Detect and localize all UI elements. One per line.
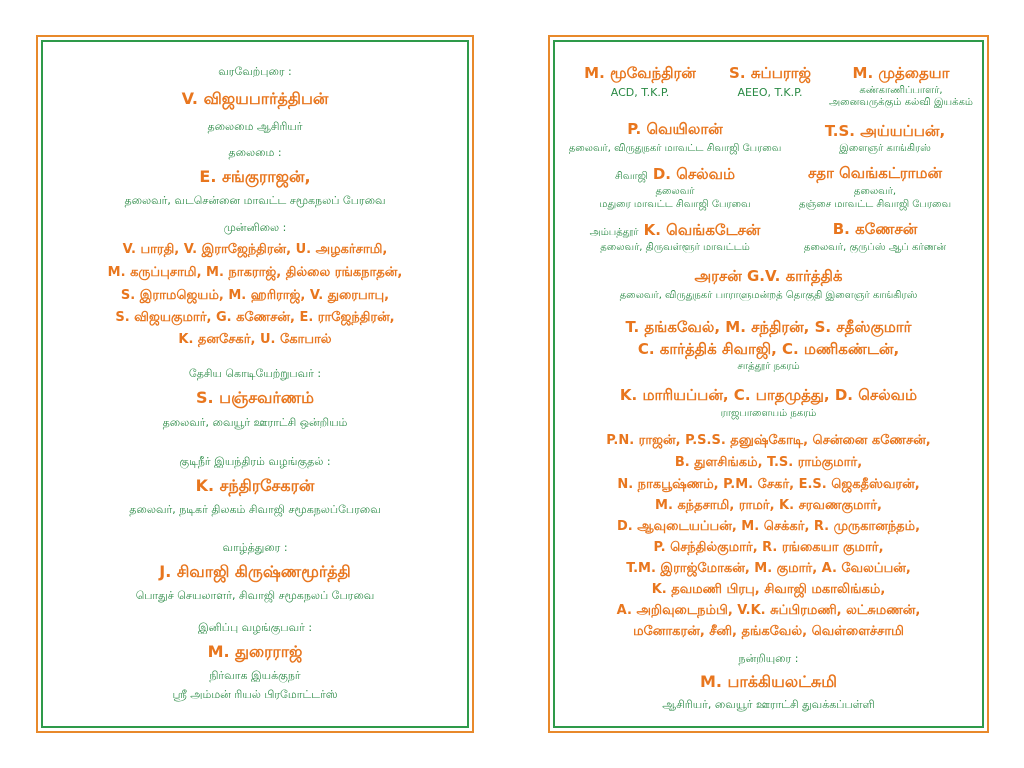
welcome-name: V. விஜயபார்த்திபன் [181, 89, 329, 108]
right-content [550, 37, 987, 731]
r7-name: K. மாரியப்பன், C. பாதமுத்து, D. செல்வம் [619, 386, 918, 404]
left-content [38, 37, 472, 731]
list-line: மனோகரன், சீனி, தங்கவேல், வெள்ளைச்சாமி [633, 624, 904, 639]
greet-label: வாழ்த்துரை : [222, 541, 288, 554]
r3-role-2b: தஞ்சை மாவட்ட சிவாஜி பேரவை [798, 199, 952, 210]
r3-name-1: D. செல்வம் [652, 165, 736, 183]
r2-role-1: தலைவர், விருதுநகர் மாவட்ட சிவாஜி பேரவை [568, 143, 782, 154]
r4-prefix: அம்பத்தூர் [589, 227, 639, 238]
r4-name-2: B. கணேசன் [832, 220, 918, 238]
left-panel [36, 35, 474, 733]
list-line: A. அறிவுடைநம்பி, V.K. சுப்பிரமணி, லட்சுமணன், [616, 603, 921, 618]
right-panel [548, 35, 989, 733]
r4-name-1: K. வெங்கடேசன் [643, 221, 761, 239]
r2-name-2: T.S. அய்யப்பன், [824, 122, 946, 140]
chair-name: E. சங்குராஜன், [199, 167, 311, 186]
thanks-role: ஆசிரியர், வையூர் ஊராட்சி துவக்கப்பள்ளி [662, 698, 875, 711]
r3-role-2a: தலைவர், [853, 186, 897, 197]
r3-prefix: சிவாஜி [614, 171, 648, 182]
list-line: B. துளசிங்கம், T.S. ராம்குமார், [674, 455, 863, 470]
r6-line-1: T. தங்கவேல், M. சந்திரன், S. சதீஸ்குமார் [625, 318, 912, 336]
list-line: P. செந்தில்குமார், R. ரங்கையா குமார், [653, 540, 884, 555]
r2-role-2: இளைஞர் காங்கிரஸ் [839, 143, 931, 154]
r1-name-1: M. மூவேந்திரன் [584, 64, 696, 82]
flag-label: தேசிய கொடியேற்றுபவர் : [188, 367, 322, 380]
water-role: தலைவர், நடிகர் திலகம் சிவாஜி சமூகநலப்பேரவை [129, 503, 381, 516]
greet-role: பொதுச் செயலாளர், சிவாஜி சமூகநலப் பேரவை [135, 589, 375, 602]
r1-role-1: ACD, T.K.P. [610, 86, 670, 99]
r1-name-2: S. சுப்பராஜ் [729, 64, 811, 82]
r1-name-3: M. முத்தையா [852, 64, 950, 82]
welcome-label: வரவேற்புரை : [218, 65, 292, 78]
greet-name: J. சிவாஜி கிருஷ்ணமூர்த்தி [159, 562, 351, 581]
list-line: P.N. ராஜன், P.S.S. தனுஷ்கோடி, சென்னை கணேசன், [606, 433, 931, 448]
r3-role-1b: மதுரை மாவட்ட சிவாஜி பேரவை [599, 199, 751, 210]
r4-role-2: தலைவர், குருப்ஸ் ஆப் கர்ணன் [803, 242, 947, 253]
list-line: T.M. இராஜ்மோகன், M. குமார், A. வேலப்பன், [626, 561, 911, 576]
r4-col-1 [560, 220, 790, 241]
r3-name-2: சதா வெங்கட்ராமன் [807, 164, 943, 182]
r1-role-3: கண்காணிப்பாளர், [859, 85, 943, 96]
r3-role-1a: தலைவர் [655, 186, 695, 197]
flag-name: S. பஞ்சவர்ணம் [195, 388, 315, 407]
chair-role: தலைவர், வடசென்னை மாவட்ட சமூகநலப் பேரவை [124, 194, 386, 207]
presence-line: V. பாரதி, V. இராஜேந்திரன், U. அழகர்சாமி, [122, 242, 388, 257]
presence-line: S. இராமஜெயம், M. ஹரிராஜ், V. துரைபாபு, [120, 288, 390, 303]
presence-line: K. தனசேகர், U. கோபால் [178, 332, 332, 347]
presence-line: M. கருப்புசாமி, M. நாகராஜ், தில்லை ரங்கநாதன், [107, 265, 403, 280]
r5-role: தலைவர், விருதுநகர் பாராளுமன்றத் தொகுதி இளைஞர் காங்கிரஸ் [619, 290, 918, 301]
chair-label: தலைமை : [228, 146, 282, 159]
r3-col-1 [560, 164, 790, 185]
r6-line-2: C. கார்த்திக் சிவாஜி, C. மணிகண்டன், [637, 340, 900, 358]
welcome-role: தலைமை ஆசிரியர் [207, 120, 303, 133]
r7-role: ராஜபாளையம் நகரம் [720, 408, 817, 419]
list-line: D. ஆவுடையப்பன், M. செக்கர், R. முருகானந்தம், [616, 519, 921, 534]
list-line: N. நாகபூஷ்ணம், P.M. சேகர், E.S. ஜெகதீஸ்வரன், [617, 477, 920, 492]
r5-name: அரசன் G.V. கார்த்திக் [694, 267, 843, 285]
thanks-label: நன்றியுரை : [738, 652, 799, 665]
water-name: K. சந்திரசேகரன் [195, 476, 315, 495]
r1-role-2: AEEO, T.K.P. [737, 86, 803, 99]
r1-role-3b: அனைவருக்கும் கல்வி இயக்கம் [829, 97, 973, 108]
sweet-role-1: நிர்வாக இயக்குநர் [209, 669, 301, 682]
r6-role: சாத்தூர் நகரம் [737, 361, 800, 372]
sweet-label: இனிப்பு வழங்குபவர் : [197, 621, 313, 634]
water-label: குடிநீர் இயந்திரம் வழங்குதல் : [179, 455, 331, 468]
list-line: M. கந்தசாமி, ராமர், K. சரவணகுமார், [655, 498, 882, 513]
sweet-name: M. துரைராஜ் [207, 642, 303, 661]
presence-label: முன்னிலை : [223, 221, 287, 234]
sweet-role-2: ஸ்ரீ அம்மன் ரியல் பிரமோட்டர்ஸ் [172, 688, 338, 701]
r4-role-1: தலைவர், திருவள்ளூர் மாவட்டம் [600, 242, 750, 253]
presence-line: S. விஜயகுமார், G. கணேசன், E. ராஜேந்திரன், [115, 310, 395, 325]
list-line: K. தவமணி பிரபு, சிவாஜி மகாலிங்கம், [651, 582, 886, 597]
thanks-name: M. பாக்கியலட்சுமி [699, 672, 838, 691]
flag-role: தலைவர், வையூர் ஊராட்சி ஒன்றியம் [162, 416, 348, 429]
r2-name-1: P. வெயிலான் [627, 120, 723, 138]
